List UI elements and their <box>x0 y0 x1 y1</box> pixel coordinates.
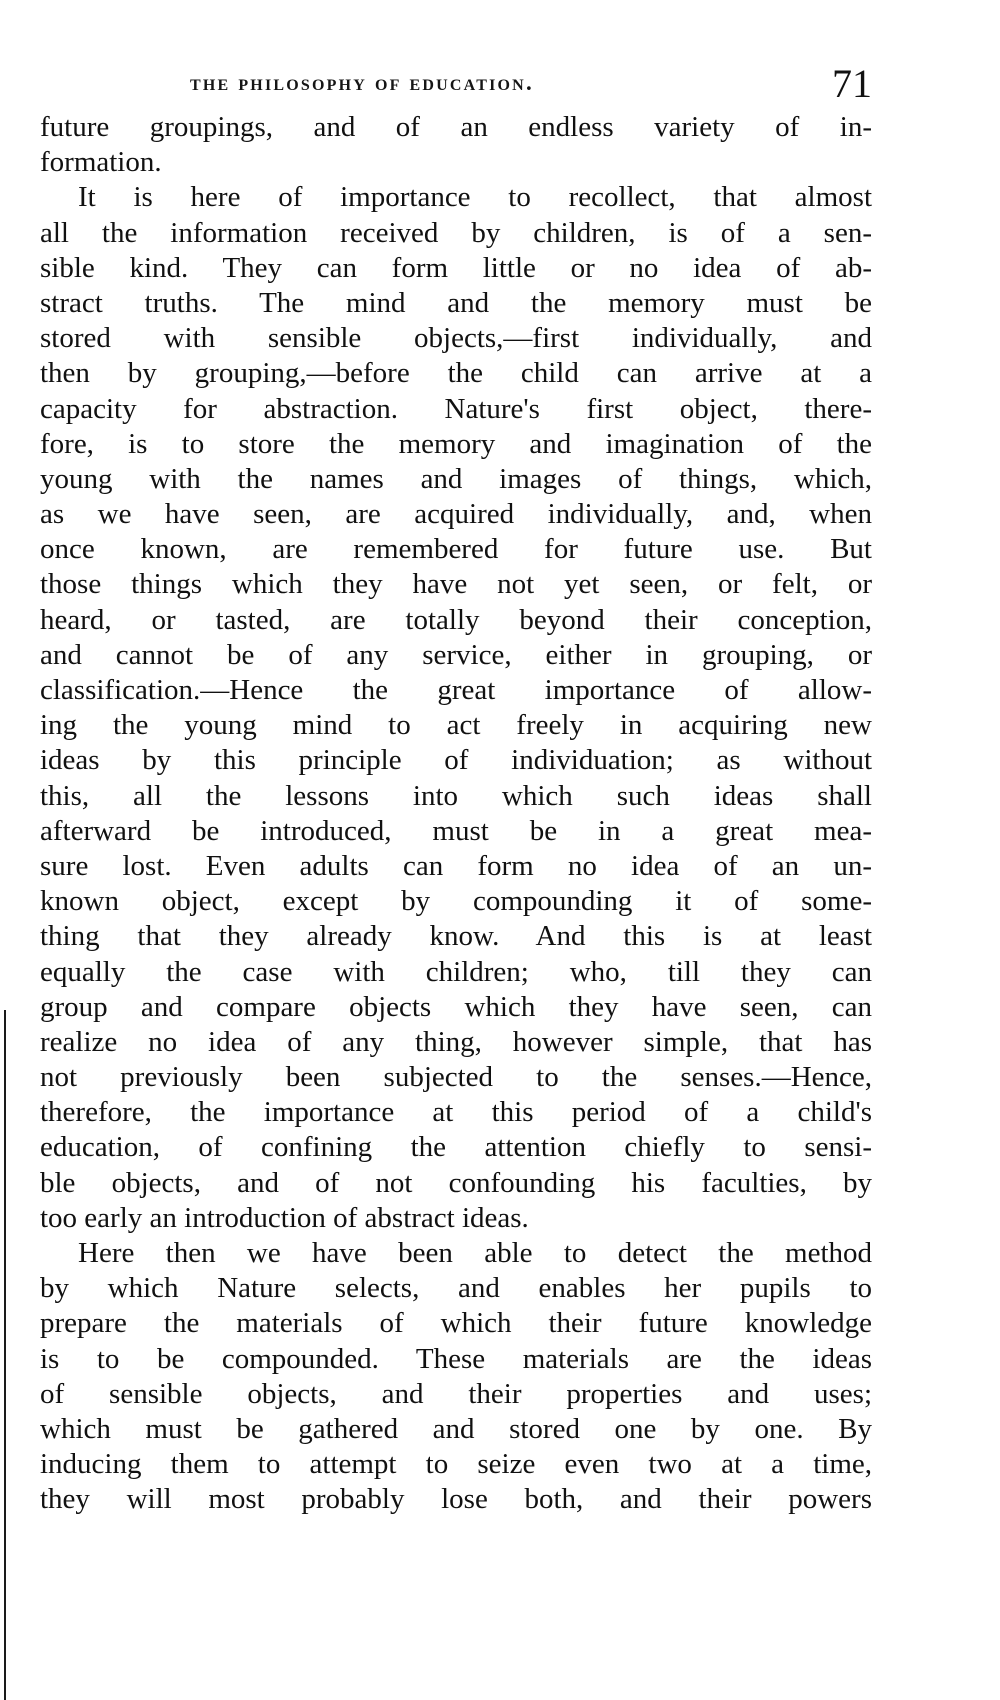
text-line: ing the young mind to act freely in acquiring new <box>40 709 872 742</box>
text-line: and cannot be of any service, either in grouping, or <box>40 638 872 671</box>
paragraph <box>40 110 872 180</box>
text-line: prepare the materials of which their future knowledge <box>40 1307 872 1340</box>
text-line: as we have seen, are acquired individually, and, when <box>40 498 872 531</box>
text-line: stract truths. The mind and the memory must be <box>40 286 872 319</box>
left-margin-rule <box>4 1010 6 1700</box>
text-line: therefore, the importance at this period of a child's <box>40 1096 872 1129</box>
text-line: thing that they already know. And this is at least <box>40 920 872 953</box>
text-line: fore, is to store the memory and imagination of the <box>40 427 872 460</box>
paragraph <box>40 1236 872 1518</box>
text-line: by which Nature selects, and enables her pupils to <box>40 1272 872 1305</box>
running-head <box>0 60 1000 110</box>
text-line: they will most probably lose both, and their powers <box>40 1483 872 1516</box>
text-line: equally the case with children; who, till they can <box>40 955 872 988</box>
text-line: future groupings, and of an endless variety of in- <box>40 111 872 143</box>
text-line: heard, or tasted, are totally beyond their conception, <box>40 603 872 636</box>
text-line: inducing them to attempt to seize even two at a time, <box>40 1448 872 1481</box>
text-line: those things which they have not yet seen, or felt, or <box>40 568 872 601</box>
text-line: realize no idea of any thing, however simple, that has <box>40 1025 872 1058</box>
text-line: sible kind. They can form little or no idea of ab- <box>40 251 872 284</box>
text-line: afterward be introduced, must be in a great mea- <box>40 814 872 847</box>
text-line: group and compare objects which they have seen, can <box>40 990 872 1023</box>
paragraph <box>40 180 872 1236</box>
text-line: ideas by this principle of individuation; as without <box>40 744 872 777</box>
text-line: then by grouping,—before the child can arrive at a <box>40 357 872 390</box>
text-line: once known, are remembered for future use. But <box>40 533 872 566</box>
text-line: of sensible objects, and their properties and uses; <box>40 1377 872 1410</box>
text-line: stored with sensible objects,—first individually, and <box>40 322 872 355</box>
text-line: It is here of importance to recollect, that almost <box>78 181 872 214</box>
text-line: known object, except by compounding it of some- <box>40 885 872 918</box>
text-line: classification.—Hence the great importance of allow- <box>40 674 872 706</box>
text-line: capacity for abstraction. Nature's first object, there- <box>40 392 872 425</box>
page-number: 71 <box>832 61 872 106</box>
running-head-title: the philosophy of education. <box>190 70 534 95</box>
text-line: education, of confining the attention chiefly to sensi- <box>40 1131 872 1164</box>
text-line: all the information received by children, is of a sen- <box>40 216 872 249</box>
text-line: sure lost. Even adults can form no idea of an un- <box>40 849 872 882</box>
text-line: which must be gathered and stored one by one. By <box>40 1412 872 1445</box>
text-line: not previously been subjected to the senses.—Hence, <box>40 1061 872 1094</box>
text-line: this, all the lessons into which such ideas shall <box>40 779 872 812</box>
text-line: Here then we have been able to detect the method <box>78 1237 872 1269</box>
body-text <box>40 110 872 1518</box>
text-line: too early an introduction of abstract ideas. <box>40 1201 529 1234</box>
text-line: young with the names and images of things, which, <box>40 462 872 495</box>
text-line: is to be compounded. These materials are the ideas <box>40 1342 872 1375</box>
text-line: ble objects, and of not confounding his faculties, by <box>40 1166 872 1199</box>
text-line: formation. <box>40 146 162 179</box>
